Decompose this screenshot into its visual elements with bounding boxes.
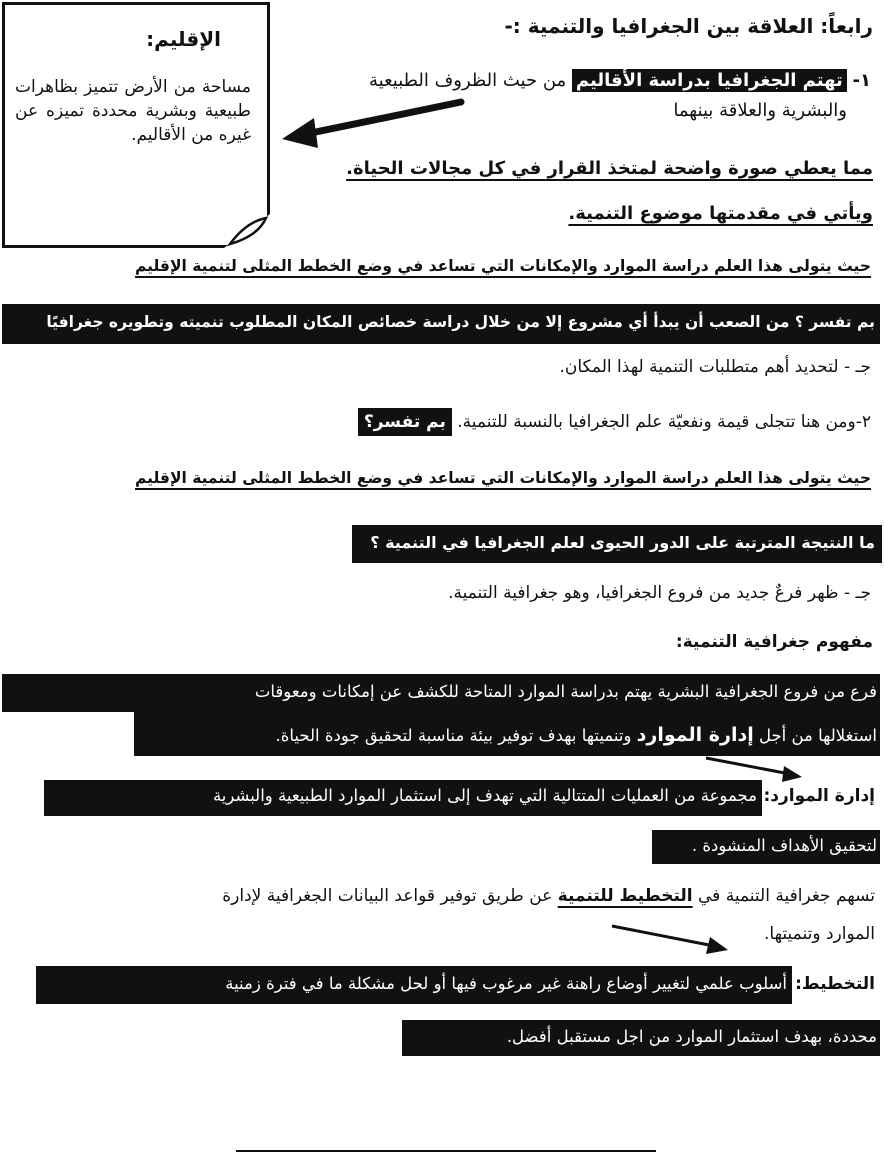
- arrow-to-note-icon: [276, 96, 466, 156]
- point-1-number: ١-: [852, 70, 871, 91]
- answer-1: جـ - لتحديد أهم متطلبات التنمية لهذا المكان.: [559, 357, 871, 377]
- paragraph-development: ويأتي في مقدمتها موضوع التنمية.: [568, 203, 873, 224]
- explain-badge: بم تفسر؟: [358, 408, 452, 436]
- point-2-text: ٢-ومن هنا تتجلى قيمة ونفعيّة علم الجغرافيا بالنسبة للتنمية.: [457, 412, 871, 432]
- concept-heading: مفهوم جغرافية التنمية:: [675, 632, 873, 652]
- resource-management-term: إدارة الموارد: [636, 724, 754, 746]
- question-2: ما النتيجة المترتبة على الدور الحيوى لعلم الجغرافيا في التنمية ؟: [370, 533, 875, 552]
- region-title: الإقليم:: [146, 27, 221, 51]
- page-curl-icon: [224, 214, 270, 248]
- planning-paragraph-pre: تسهم جغرافية التنمية في: [698, 886, 875, 906]
- planning-label: التخطيط:: [795, 974, 875, 994]
- definition-1-line1: فرع من فروع الجغرافية البشرية يهتم بدراسة الموارد المتاحة للكشف عن إمكانات ومعوقات: [254, 682, 877, 701]
- paragraph-science-role-1: حيث يتولى هذا العلم دراسة الموارد والإمكانات التي تساعد في وضع الخطط المثلى لتنمية الإقليم: [135, 257, 871, 275]
- region-definition-box: [2, 2, 270, 248]
- point-2: [358, 412, 871, 433]
- region-definition: مساحة من الأرض تتميز بظاهرات طبيعية وبشرية محددة تميزه عن غيره من الأقاليم.: [15, 77, 251, 145]
- point-1-highlight: تهتم الجغرافيا بدراسة الأقاليم: [572, 69, 847, 92]
- arrow-planning-icon: [606, 920, 736, 960]
- point-1: [369, 70, 871, 93]
- paragraph-science-role-2: حيث يتولى هذا العلم دراسة الموارد والإمكانات التي تساعد في وضع الخطط المثلى لتنمية الإقليم: [135, 469, 871, 487]
- definition-3-line2: محددة، بهدف استثمار الموارد من اجل مستقبل أفضل.: [506, 1027, 877, 1046]
- planning-paragraph-line2: الموارد وتنميتها.: [764, 924, 875, 944]
- point-1-line2: والبشرية والعلاقة بينهما: [673, 100, 847, 121]
- paragraph-decision: مما يعطي صورة واضحة لمتخذ القرار في كل مجالات الحياة.: [346, 158, 873, 179]
- definition-2-line1: مجموعة من العمليات المتتالية التي تهدف إلى استثمار الموارد الطبيعية والبشرية: [212, 786, 757, 805]
- planning-paragraph-post: عن طريق توفير قواعد البيانات الجغرافية لإدارة: [222, 886, 553, 906]
- definition-3-line1: أسلوب علمي لتغيير أوضاع راهنة غير مرغوب فيها أو لحل مشكلة ما في فترة زمنية: [225, 974, 787, 993]
- point-1-rest: من حيث الظروف الطبيعية: [369, 70, 567, 91]
- answer-2: جـ - ظهر فرعٌ جديد من فروع الجغرافيا، وهو جغرافية التنمية.: [448, 583, 871, 603]
- definition-1-line2: [275, 724, 877, 748]
- planning-for-development-term: التخطيط للتنمية: [557, 886, 693, 906]
- page-bottom-rule: [236, 1150, 656, 1152]
- question-1: بم تفسر ؟ من الصعب أن يبدأ أي مشروع إلا من خلال دراسة خصائص المكان المطلوب تنميته وتطويره جغرافيًا: [46, 313, 875, 331]
- definition-2-line2: لتحقيق الأهداف المنشودة .: [691, 836, 877, 855]
- resource-management-label: إدارة الموارد:: [763, 786, 875, 806]
- planning-paragraph: [222, 886, 875, 907]
- section-heading: رابعاً: العلاقة بين الجغرافيا والتنمية :-: [504, 14, 873, 38]
- definition-1-line2-pre: استغلالها من أجل: [758, 726, 877, 745]
- definition-1-line2-post: وتنميتها بهدف توفير بيئة مناسبة لتحقيق جودة الحياة.: [275, 726, 632, 745]
